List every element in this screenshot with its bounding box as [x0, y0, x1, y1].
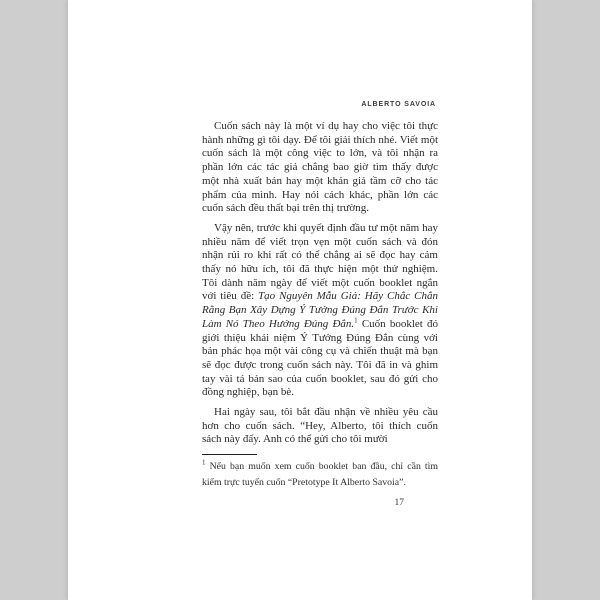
running-header-author: ALBERTO SAVOIA: [361, 101, 436, 108]
footnote-marker: 1: [202, 458, 206, 467]
paragraph: Cuốn sách này là một ví dụ hay cho việc tôi thực hành những gì tôi dạy. Để tôi giải thích nhé. Viết một cuốn sách là một công việc to lớn, và tôi nhận ra phần lớn các tác giả chẳng bao giờ tìm thấy được một nhà xuất bản hay một khán giả tầm cỡ cho tác phẩm của mình. Hay nói cách khác, phần lớn các cuốn sách đều thất bại trên thị trường.: [202, 120, 438, 215]
footnote: [202, 459, 438, 490]
paragraph: Vậy nên, trước khi quyết định đầu tư một năm hay nhiều năm để viết trọn vẹn một cuốn sách và đón nhận rủi ro khi rất có thể chẳng ai sẽ đọc hay cảm thấy nó hữu ích, tôi đã thực hiện một thử nghiệm. Tôi dành năm ngày để viết một cuốn booklet ngắn với tiêu đề: Tạo Nguyên Mẫu Giả: Hãy Chắc Chắn Rằng Bạn Xây Dựng Ý Tưởng Đúng Đắn Trước Khi Làm Nó Theo Hướng Đúng Đắn.$^1$ Cuốn booklet đó giới thiệu khái niệm Ý Tưởng Đúng Đắn cùng với bản phác họa một vài công cụ và chiến thuật mà bạn sẽ đọc được trong cuốn sách này. Tôi đã in và ghim tay vài tá bản sao của cuốn booklet, sau đó gửi cho đồng nghiệp, bạn bè.: [202, 221, 438, 399]
body-text: [202, 120, 438, 447]
footnote-text: Nếu bạn muốn xem cuốn booklet ban đầu, chỉ cần tìm kiếm trực tuyến cuốn “Pretotype It Alberto Savoia”.: [202, 461, 438, 488]
book-page: [68, 0, 532, 600]
footnote-separator-rule: [202, 454, 257, 455]
page-content: [202, 120, 438, 508]
paragraph: Hai ngày sau, tôi bắt đầu nhận về nhiều yêu cầu hơn cho cuốn sách. “Hey, Alberto, tôi thích cuốn sách này đấy. Anh có thể gửi cho tôi mười: [202, 406, 438, 446]
page-number: 17: [394, 498, 404, 509]
